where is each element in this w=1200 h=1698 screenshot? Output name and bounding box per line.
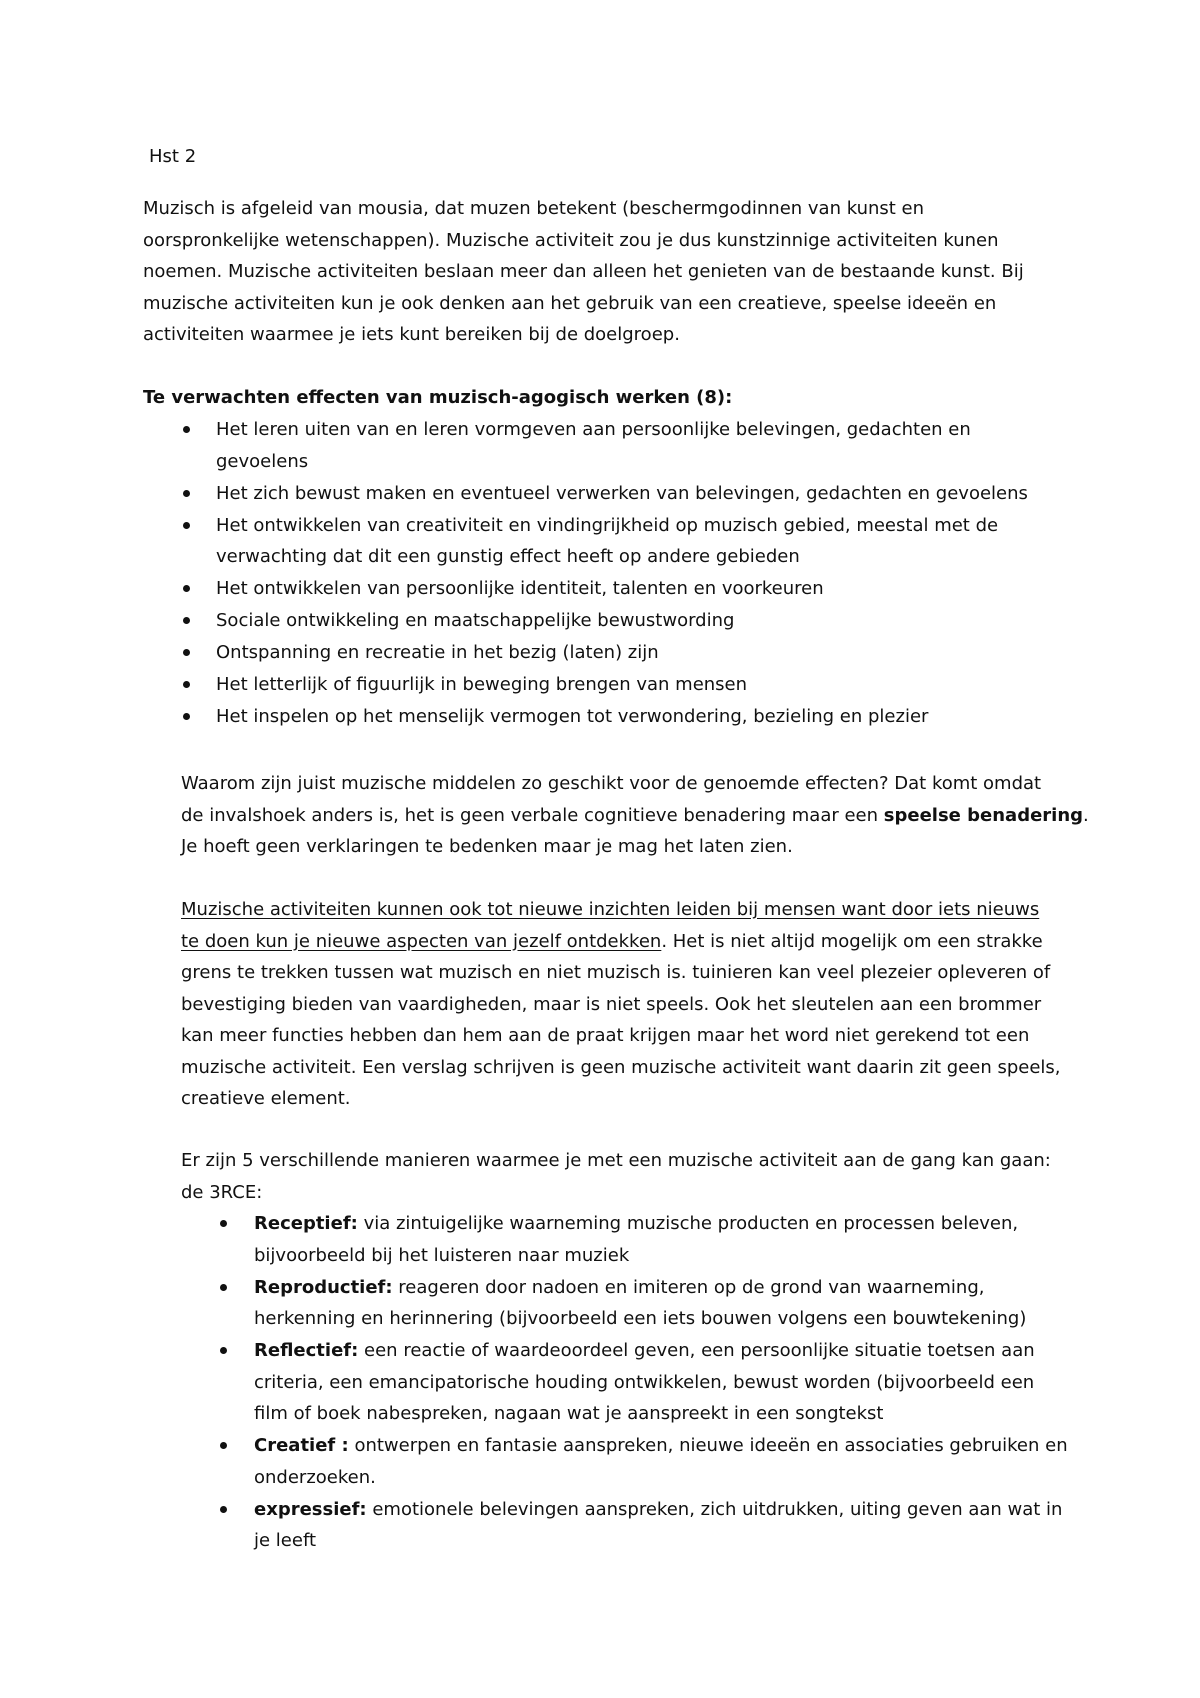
insight-line: kan meer functies hebben dan hem aan de praat krijgen maar het word niet gerekend tot een: [181, 1025, 1030, 1046]
effect-item: Het inspelen op het menselijk vermogen tot verwondering, bezieling en plezier: [180, 701, 1028, 733]
intro-line: noemen. Muzische activiteiten beslaan meer dan alleen het genieten van de bestaande kunst. Bij: [143, 261, 1024, 282]
way-term: Reflectief:: [254, 1340, 359, 1361]
way-item: expressief: emotionele belevingen aanspreken, zich uitdrukken, uiting geven aan wat in je leeft: [216, 1494, 1068, 1557]
way-term: Creatief :: [254, 1435, 349, 1456]
insight-underlined: Muzische activiteiten kunnen ook tot nieuwe inzichten leiden bij mensen want door iets nieuws: [181, 899, 1040, 920]
why-paragraph: [181, 768, 1089, 863]
insight-line: te doen kun je nieuwe aspecten van jezelf ontdekken. Het is niet altijd mogelijk om een strakke: [181, 930, 1043, 952]
intro-line: Muzisch is afgeleid van mousia, dat muzen betekent (beschermgodinnen van kunst en: [143, 198, 925, 219]
effects-list: [180, 414, 1028, 733]
ways-list: [216, 1208, 1068, 1557]
insight-line: creatieve element.: [181, 1088, 351, 1109]
intro-line: activiteiten waarmee je iets kunt bereiken bij de doelgroep.: [143, 324, 680, 345]
insight-underlined: te doen kun je nieuwe aspecten van jezelf ontdekken: [181, 930, 662, 952]
insight-line: bevestiging bieden van vaardigheden, maar is niet speels. Ook het sleutelen aan een brommer: [181, 993, 1042, 1015]
heading: Hst 2: [149, 146, 197, 167]
effect-item: Het ontwikkelen van creativiteit en vindingrijkheid op muzisch gebied, meestal met de verwachting dat dit een gunstig effect heeft op andere gebieden: [180, 510, 1028, 573]
way-item: Creatief : ontwerpen en fantasie aanspreken, nieuwe ideeën en associaties gebruiken en onderzoeken.: [216, 1430, 1068, 1493]
effect-item: Het ontwikkelen van persoonlijke identiteit, talenten en voorkeuren: [180, 573, 1028, 605]
why-line: Je hoeft geen verklaringen te bedenken maar je mag het laten zien.: [181, 836, 793, 857]
ways-intro: [181, 1145, 1051, 1208]
way-term: expressief:: [254, 1498, 367, 1520]
insight-paragraph: [181, 894, 1061, 1115]
effect-item: Ontspanning en recreatie in het bezig (laten) zijn: [180, 637, 1028, 669]
way-item: Reproductief: reageren door nadoen en imiteren op de grond van waarneming, herkenning en herinnering (bijvoorbeeld een iets bouwen volgens een bouwtekening): [216, 1272, 1068, 1335]
effect-item: Sociale ontwikkeling en maatschappelijke bewustwording: [180, 605, 1028, 637]
intro-line: muzische activiteiten kun je ook denken aan het gebruik van een creatieve, speelse ideeën en: [143, 292, 997, 314]
effects-title: [143, 382, 732, 414]
insight-line: grens te trekken tussen wat muzisch en niet muzisch is. tuinieren kan veel plezeier opleveren of: [181, 962, 1051, 983]
insight-line: muzische activiteit. Een verslag schrijven is geen muzische activiteit want daarin zit geen speels,: [181, 1056, 1061, 1078]
why-emphasis: speelse benadering: [883, 804, 1084, 826]
intro-paragraph: [143, 193, 1024, 351]
way-item: Reflectief: een reactie of waardeoordeel geven, een persoonlijke situatie toetsen aan criteria, een emancipatorische houding ontwikkelen, bewust worden (bijvoorbeeld een film of boek nabespreken, nagaan wat je aanspreekt in een songtekst: [216, 1335, 1068, 1430]
intro-line: oorspronkelijke wetenschappen). Muzische activiteit zou je dus kunstzinnige activiteiten kunen: [143, 229, 999, 251]
effect-item: Het leren uiten van en leren vormgeven aan persoonlijke belevingen, gedachten en gevoelens: [180, 414, 1028, 477]
effect-item: Het letterlijk of figuurlijk in beweging brengen van mensen: [180, 669, 1028, 701]
way-term: Reproductief:: [254, 1276, 393, 1298]
effect-item: Het zich bewust maken en eventueel verwerken van belevingen, gedachten en gevoelens: [180, 478, 1028, 510]
why-line: de invalshoek anders is, het is geen verbale cognitieve benadering maar een speelse benadering.: [181, 804, 1089, 826]
why-line: Waarom zijn juist muzische middelen zo geschikt voor de genoemde effecten? Dat komt omdat: [181, 773, 1042, 794]
effects-title-text: Te verwachten effecten van muzisch-agogisch werken (8):: [143, 387, 733, 408]
way-item: Receptief: via zintuigelijke waarneming muzische producten en processen beleven, bijvoorbeeld bij het luisteren naar muziek: [216, 1208, 1068, 1271]
ways-intro-line: de 3RCE:: [181, 1181, 263, 1203]
ways-intro-line: Er zijn 5 verschillende manieren waarmee je met een muzische activiteit aan de gang kan gaan:: [181, 1150, 1051, 1171]
way-term: Receptief:: [254, 1213, 358, 1234]
